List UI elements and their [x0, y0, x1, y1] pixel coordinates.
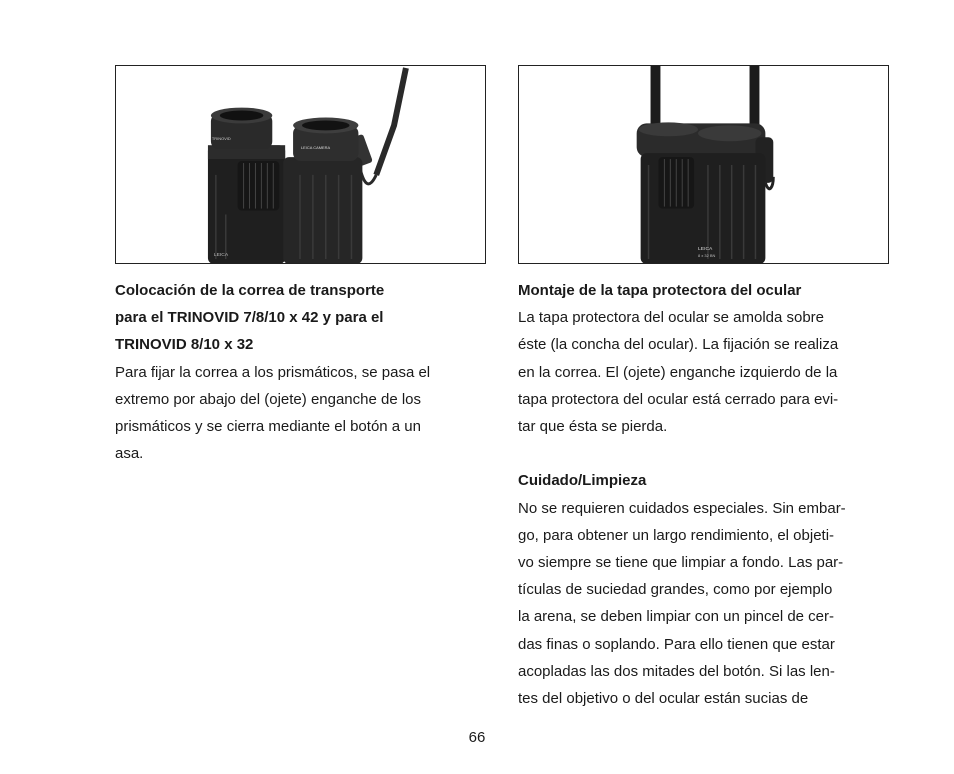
engraving-trinovid: TRINOVID — [211, 136, 231, 142]
heading-line: Colocación de la correa de transporte — [115, 282, 385, 299]
figure-strap-attachment — [115, 65, 486, 264]
body-line: No se requieren cuidados especiales. Sin embar- — [518, 499, 846, 517]
body-line: prismáticos y se cierra mediante el botón a un — [115, 418, 421, 436]
body-line: tes del objetivo o del ocular están sucias de — [518, 690, 809, 708]
section-heading-eyepiece-cap: Montaje de la tapa protectora del ocular — [518, 282, 802, 299]
body-line: en la correa. El (ojete) enganche izquierdo de la — [518, 363, 838, 381]
heading-line: TRINOVID 8/10 x 32 — [115, 336, 254, 354]
figure-eyepiece-cap — [518, 65, 889, 264]
body-line: das finas o soplando. Para ello tienen que estar — [518, 635, 835, 653]
heading-line: para el TRINOVID 7/8/10 x 42 y para el — [115, 309, 384, 327]
binoculars-strap-illustration — [116, 66, 485, 263]
body-line: tículas de suciedad grandes, como por ejemplo — [518, 581, 833, 599]
engraving-model: 8 x 32 BN — [698, 253, 716, 259]
body-line: acopladas las dos mitades del botón. Si las len- — [518, 662, 835, 680]
body-line: extremo por abajo del (ojete) enganche de los — [115, 390, 422, 408]
body-line: go, para obtener un largo rendimiento, el objeti- — [518, 526, 835, 544]
body-line: la arena, se deben limpiar con un pincel de cer- — [518, 608, 835, 626]
body-line: Para fijar la correa a los prismáticos, se pasa el — [115, 363, 431, 381]
body-line: tar que ésta se pierda. — [518, 418, 668, 436]
body-line: asa. — [115, 445, 144, 463]
right-column — [518, 277, 890, 712]
paragraph-spacer — [518, 440, 890, 467]
body-line: éste (la concha del ocular). La fijación se realiza — [518, 336, 839, 354]
body-line: tapa protectora del ocular está cerrado para evi- — [518, 390, 839, 408]
body-line: La tapa protectora del ocular se amolda sobre — [518, 309, 825, 327]
engraving-leica: LEICA — [698, 247, 713, 253]
binoculars-eyecap-illustration — [519, 66, 888, 263]
body-line: vo siempre se tiene que limpiar a fondo. Las par- — [518, 554, 844, 572]
page-number: 66 — [468, 729, 486, 746]
engraving-leica-logo: LEICA — [213, 253, 229, 259]
left-column — [115, 277, 487, 467]
engraving-leica-camera: LEICA CAMERA — [300, 145, 331, 151]
section-heading-care-cleaning: Cuidado/Limpieza — [518, 472, 647, 490]
